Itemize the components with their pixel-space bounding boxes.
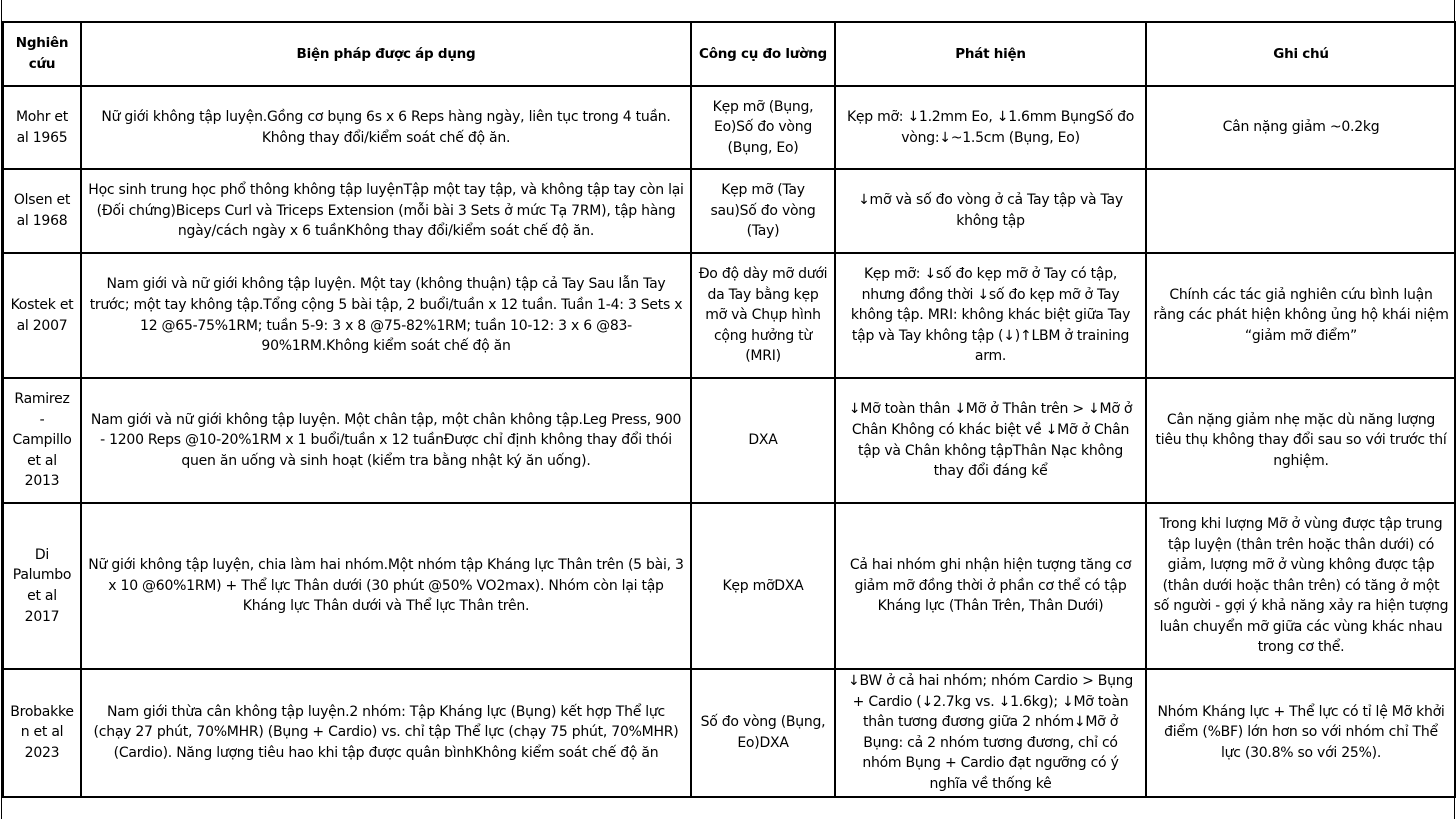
intervention-cell: Nam giới và nữ giới không tập luyện. Một tay (không thuận) tập cả Tay Sau lẫn Tay trước; một tay không tập.Tổng cộng 5 bài tập, 2 buổi/tuần x 12 tuần. Tuần 1-4: 3 Sets x 12 @65-75%1RM; tuần 5-9: 3 x 8 @75-82%1RM; tuần 10-12: 3 x 6 @83-90%1RM.Không kiểm soát chế độ ăn xyxy=(81,253,691,378)
study-comparison-table xyxy=(2,21,1456,798)
table-row xyxy=(3,169,1456,253)
study-cell: Olsen et al 1968 xyxy=(3,169,81,253)
table-row xyxy=(3,378,1456,503)
table-row xyxy=(3,253,1456,378)
measurement-cell: Kẹp mỡDXA xyxy=(691,503,835,669)
table-header-row xyxy=(3,22,1456,86)
header-notes: Ghi chú xyxy=(1146,22,1456,86)
notes-cell: Cân nặng giảm ~0.2kg xyxy=(1146,86,1456,169)
study-cell: Kostek et al 2007 xyxy=(3,253,81,378)
header-findings: Phát hiện xyxy=(835,22,1146,86)
table-row xyxy=(3,669,1456,797)
measurement-cell: Đo độ dày mỡ dưới da Tay bằng kẹp mỡ và Chụp hình cộng hưởng từ (MRI) xyxy=(691,253,835,378)
table-row xyxy=(3,86,1456,169)
study-cell: Di Palumbo et al 2017 xyxy=(3,503,81,669)
findings-cell: ↓BW ở cả hai nhóm; nhóm Cardio > Bụng + Cardio (↓2.7kg vs. ↓1.6kg); ↓Mỡ toàn thân tương đương giữa 2 nhóm↓Mỡ ở Bụng: cả 2 nhóm tương đương, chỉ có nhóm Bụng + Cardio đạt ngưỡng có ý nghĩa về thống kê xyxy=(835,669,1146,797)
notes-cell: Chính các tác giả nghiên cứu bình luận rằng các phát hiện không ủng hộ khái niệm “giảm mỡ điểm” xyxy=(1146,253,1456,378)
table-row xyxy=(3,503,1456,669)
notes-cell: Nhóm Kháng lực + Thể lực có tỉ lệ Mỡ khởi điểm (%BF) lớn hơn so với nhóm chỉ Thể lực (30.8% so với 25%). xyxy=(1146,669,1456,797)
measurement-cell: Số đo vòng (Bụng, Eo)DXA xyxy=(691,669,835,797)
findings-cell: Kẹp mỡ: ↓1.2mm Eo, ↓1.6mm BụngSố đo vòng:↓~1.5cm (Bụng, Eo) xyxy=(835,86,1146,169)
header-measurement: Công cụ đo lường xyxy=(691,22,835,86)
notes-cell xyxy=(1146,169,1456,253)
header-study: Nghiên cứu xyxy=(3,22,81,86)
intervention-cell: Nam giới và nữ giới không tập luyện. Một chân tập, một chân không tập.Leg Press, 900 - 1200 Reps @10-20%1RM x 1 buổi/tuần x 12 tuầnĐược chỉ định không thay đổi thói quen ăn uống và sinh hoạt (kiểm tra bằng nhật ký ăn uống). xyxy=(81,378,691,503)
intervention-cell: Nữ giới không tập luyện, chia làm hai nhóm.Một nhóm tập Kháng lực Thân trên (5 bài, 3 x 10 @60%1RM) + Thể lực Thân dưới (30 phút @50% VO2max). Nhóm còn lại tập Kháng lực Thân dưới và Thể lực Thân trên. xyxy=(81,503,691,669)
measurement-cell: Kẹp mỡ (Bụng, Eo)Số đo vòng (Bụng, Eo) xyxy=(691,86,835,169)
measurement-cell: Kẹp mỡ (Tay sau)Số đo vòng (Tay) xyxy=(691,169,835,253)
notes-cell: Trong khi lượng Mỡ ở vùng được tập trung tập luyện (thân trên hoặc thân dưới) có giảm, lượng mỡ ở vùng không được tập (thân dưới hoặc thân trên) có tăng ở một số người - gợi ý khả năng xảy ra hiện tượng luân chuyển mỡ giữa các vùng khác nhau trong cơ thể. xyxy=(1146,503,1456,669)
findings-cell: ↓Mỡ toàn thân ↓Mỡ ở Thân trên > ↓Mỡ ở Chân Không có khác biệt về ↓Mỡ ở Chân tập và Chân không tậpThân Nạc không thay đổi đáng kể xyxy=(835,378,1146,503)
study-cell: Ramirez - Campillo et al 2013 xyxy=(3,378,81,503)
notes-cell: Cân nặng giảm nhẹ mặc dù năng lượng tiêu thụ không thay đổi sau so với trước thí nghiệm. xyxy=(1146,378,1456,503)
study-cell: Brobakken et al 2023 xyxy=(3,669,81,797)
intervention-cell: Nữ giới không tập luyện.Gồng cơ bụng 6s x 6 Reps hàng ngày, liên tục trong 4 tuần. Không thay đổi/kiểm soát chế độ ăn. xyxy=(81,86,691,169)
findings-cell: Kẹp mỡ: ↓số đo kẹp mỡ ở Tay có tập, nhưng đồng thời ↓số đo kẹp mỡ ở Tay không tập. MRI: không khác biệt giữa Tay tập và Tay không tập (↓)↑LBM ở training arm. xyxy=(835,253,1146,378)
findings-cell: ↓mỡ và số đo vòng ở cả Tay tập và Tay không tập xyxy=(835,169,1146,253)
measurement-cell: DXA xyxy=(691,378,835,503)
intervention-cell: Học sinh trung học phổ thông không tập luyệnTập một tay tập, và không tập tay còn lại (Đối chứng)Biceps Curl và Triceps Extension (mỗi bài 3 Sets ở mức Tạ 7RM), tập hàng ngày/cách ngày x 6 tuầnKhông thay đổi/kiểm soát chế độ ăn. xyxy=(81,169,691,253)
study-cell: Mohr et al 1965 xyxy=(3,86,81,169)
findings-cell: Cả hai nhóm ghi nhận hiện tượng tăng cơ giảm mỡ đồng thời ở phần cơ thể có tập Kháng lực (Thân Trên, Thân Dưới) xyxy=(835,503,1146,669)
intervention-cell: Nam giới thừa cân không tập luyện.2 nhóm: Tập Kháng lực (Bụng) kết hợp Thể lực (chạy 27 phút, 70%MHR) (Bụng + Cardio) vs. chỉ tập Thể lực (chạy 75 phút, 70%MHR) (Cardio). Năng lượng tiêu hao khi tập được quân bìnhKhông kiểm soát chế độ ăn xyxy=(81,669,691,797)
header-intervention: Biện pháp được áp dụng xyxy=(81,22,691,86)
